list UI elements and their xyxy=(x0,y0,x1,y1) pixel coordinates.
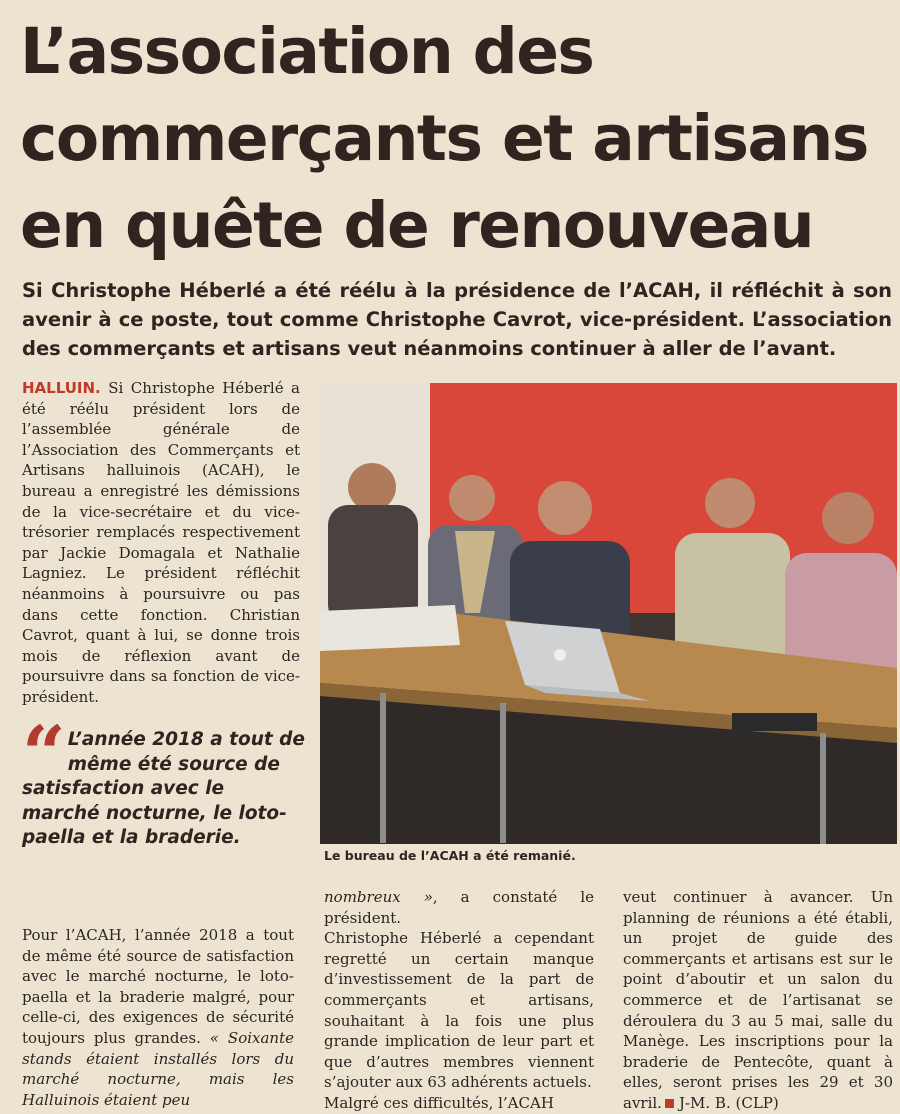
author-signature: J-M. B. (CLP) xyxy=(678,1093,779,1112)
headline-line: commerçants et artisans xyxy=(20,102,868,175)
dateline: HALLUIN. xyxy=(22,379,101,397)
paragraph: Pour l’ACAH, l’année 2018 a tout de même été source de satisfaction avec le marché nocturne, le loto-paella et la braderie malgré, pour celle-ci, des exigences de sécurité toujours plus grandes. xyxy=(22,926,294,1047)
quotation: nombreux » xyxy=(324,888,433,906)
article-headline xyxy=(20,8,890,269)
article-column-left-top xyxy=(22,378,300,708)
pull-quote xyxy=(22,709,307,851)
headline-line: L’association des xyxy=(20,15,594,88)
paragraph: veut continuer à avancer. Un planning de réunions a été établi, un projet de guide des commerçants et artisans est sur le point d’aboutir et un salon du commerce et de l’artisanat se déroulera du 3 au 5 mai, salle du Manège. Les inscriptions pour la braderie de Pentecôte, quant à elles, seront prises les 29 et 30 avril. xyxy=(623,888,893,1112)
article-column-right xyxy=(623,887,893,1114)
end-mark-icon xyxy=(665,1099,674,1108)
paragraph: Christophe Héberlé a cependant regretté un certain manque d’investissement de la part de commerçants et artisans, souhaitant à la fois une plus grande implication de leur part et que d’autres membres viennent s’ajouter aux 63 adhérents actuels. xyxy=(324,929,594,1092)
meeting-photo-illustration xyxy=(320,383,897,844)
pull-quote-text: L’année 2018 a tout de même été source de satisfaction avec le marché nocturne, le loto-paella et la braderie. xyxy=(22,729,305,848)
photo-caption: Le bureau de l’ACAH a été remanié. xyxy=(324,848,576,863)
article-lead: Si Christophe Héberlé a été réélu à la présidence de l’ACAH, il réfléchit à son avenir à ce poste, tout comme Christophe Cavrot, vice-président. L’association des commerçants et artisans veut néanmoins continuer à aller de l’avant. xyxy=(22,279,892,360)
paragraph: , a constaté le président. xyxy=(324,888,594,927)
paragraph: Si Christophe Héberlé a été réélu président lors de l’assemblée générale de l’Association des Commerçants et Artisans halluinois (ACAH), le bureau a enregistré les démissions de la vice-secrétaire et du vice-trésorier remplacés respectivement par Jackie Domagala et Nathalie Lagniez. Le président réfléchit néanmoins à poursuivre ou pas dans cette fonction. Christian Cavrot, quant à lui, se donne trois mois de réflexion avant de poursuivre dans sa fonction de vice-président. xyxy=(22,379,300,706)
quotation: « Soixante stands étaient installés lors du marché nocturne, mais les Halluinois étaient peu xyxy=(22,1028,294,1109)
headline-line: en quête de renouveau xyxy=(20,189,814,262)
paragraph: Malgré ces difficultés, l’ACAH xyxy=(324,1093,554,1112)
article-column-left-bottom xyxy=(22,925,294,1110)
article-photo xyxy=(320,383,897,844)
quote-mark-icon: “ xyxy=(22,709,60,798)
article-column-middle xyxy=(324,887,594,1114)
